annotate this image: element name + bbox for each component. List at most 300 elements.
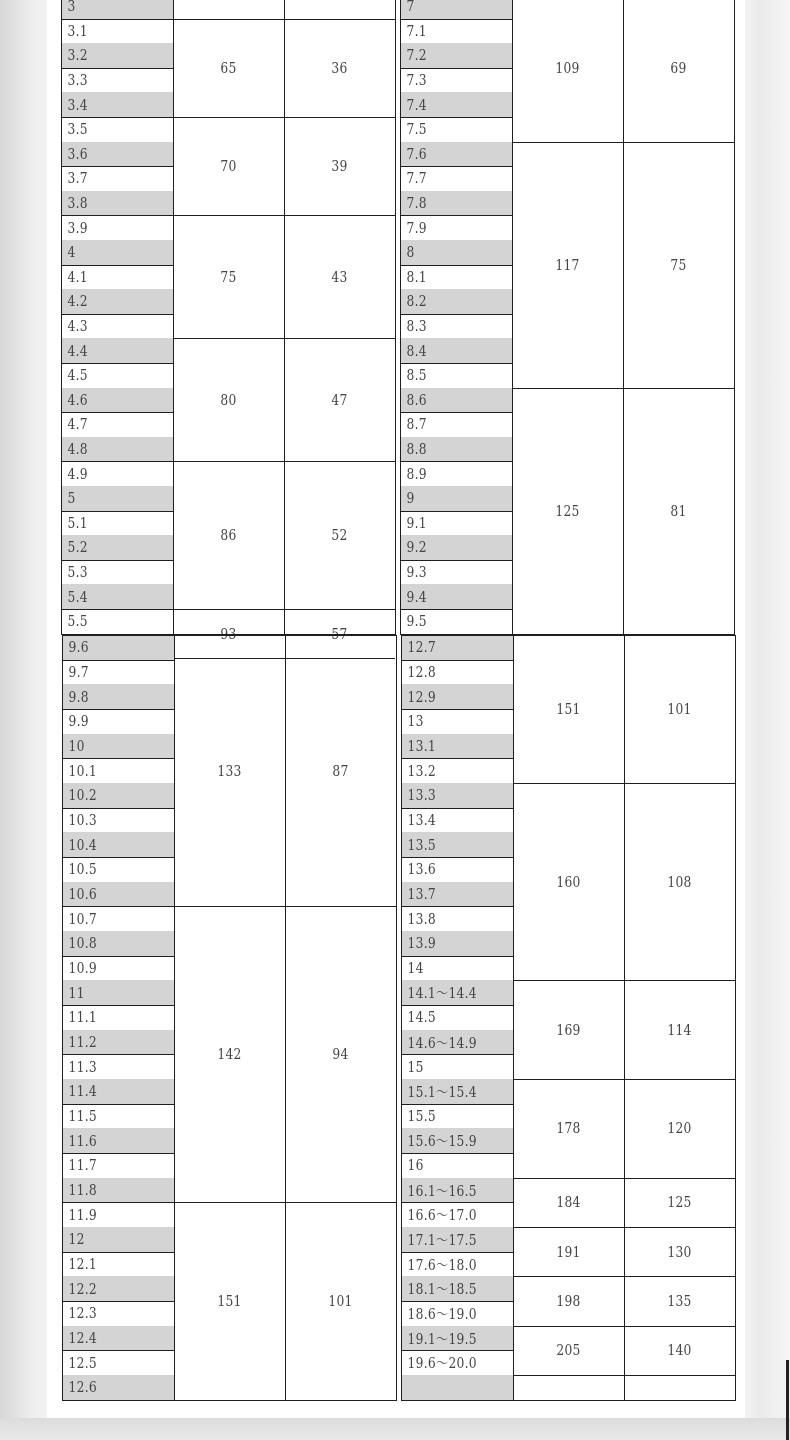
measure-a-value: 184 — [556, 1193, 581, 1212]
size-cell — [400, 338, 492, 363]
size-value: 4 — [67, 243, 76, 262]
measure-a-value: 65 — [220, 58, 237, 77]
size-value: 3 — [67, 0, 76, 16]
size-value: 10.6 — [68, 885, 97, 904]
measure-a-value: 191 — [556, 1242, 581, 1261]
measure-a-cell — [523, 980, 614, 1079]
measure-b-value: 114 — [667, 1020, 692, 1039]
size-cell — [62, 1054, 154, 1079]
size-value: 4.5 — [67, 366, 88, 385]
size-value: 13.5 — [407, 835, 436, 854]
size-cell — [62, 1202, 154, 1227]
size-cell — [401, 906, 493, 931]
size-cell — [400, 191, 492, 216]
size-value: 7.3 — [406, 71, 427, 90]
size-value: 9.8 — [68, 687, 89, 706]
size-cell — [62, 1350, 154, 1375]
measure-b-value: 43 — [331, 267, 348, 286]
size-cell — [401, 857, 493, 882]
size-cell — [400, 511, 492, 536]
size-value: 13.1 — [407, 737, 436, 755]
size-value: 13.8 — [407, 909, 436, 928]
measure-a-cell — [522, 0, 613, 142]
measure-b-cell — [294, 461, 385, 609]
size-value: 16 — [407, 1156, 424, 1175]
size-cell — [62, 1227, 154, 1252]
size-cell — [61, 388, 153, 413]
size-value: 4.7 — [67, 415, 88, 434]
size-cell — [400, 535, 492, 560]
size-value: 18.6～19.0 — [407, 1304, 477, 1323]
size-cell — [62, 1178, 154, 1203]
column-divider — [284, 0, 285, 634]
column-divider — [734, 0, 735, 634]
size-value: 9.5 — [406, 612, 427, 631]
size-value: 15 — [407, 1057, 424, 1076]
measure-b-value: 140 — [667, 1341, 692, 1360]
measure-a-cell — [183, 338, 274, 461]
size-cell — [400, 412, 492, 437]
size-value: 8 — [406, 243, 415, 262]
measure-b-value: 69 — [670, 58, 687, 77]
measure-a-cell — [523, 1276, 614, 1325]
size-value: 3.6 — [67, 144, 88, 163]
size-value: 8.5 — [406, 366, 427, 385]
size-cell — [62, 1005, 154, 1030]
size-cell — [62, 783, 154, 808]
size-cell — [61, 511, 153, 536]
measure-b-value: 101 — [328, 1292, 353, 1311]
size-value: 4.6 — [67, 390, 88, 409]
table-bottom-border — [62, 1400, 397, 1401]
size-value: 5.5 — [67, 612, 88, 631]
size-cell — [400, 68, 492, 93]
measure-a-cell — [183, 19, 274, 117]
measure-a-value: 125 — [555, 501, 580, 520]
measure-b-value: 36 — [331, 58, 348, 77]
size-cell — [401, 1128, 493, 1153]
measure-a-value: 86 — [220, 526, 237, 545]
size-value: 10.3 — [68, 811, 97, 830]
size-value: 10.5 — [68, 860, 97, 879]
size-value: 8.9 — [406, 464, 427, 483]
measure-a-value: 75 — [220, 267, 237, 286]
measure-a-cell — [523, 1227, 614, 1276]
size-cell — [62, 1128, 154, 1153]
size-cell — [401, 1054, 493, 1079]
measure-a-value: 70 — [220, 157, 237, 176]
size-cell — [62, 931, 154, 956]
size-cell — [61, 412, 153, 437]
size-cell — [401, 1350, 493, 1375]
measure-a-value: 151 — [556, 700, 581, 718]
size-cell — [62, 1104, 154, 1129]
size-value: 5.3 — [67, 563, 88, 582]
size-cell — [400, 289, 492, 314]
size-value: 11.8 — [68, 1181, 97, 1200]
measure-b-cell — [634, 1326, 725, 1375]
size-cell — [62, 1276, 154, 1301]
size-cell — [61, 486, 153, 511]
size-value: 8.7 — [406, 415, 427, 434]
size-cell — [62, 1326, 154, 1351]
size-cell — [61, 609, 153, 634]
measure-a-cell — [523, 783, 614, 980]
size-value: 9.1 — [406, 513, 427, 532]
size-value: 14.5 — [407, 1008, 436, 1027]
size-value: 12.8 — [407, 662, 436, 681]
size-cell — [61, 92, 153, 117]
measure-b-cell — [294, 19, 385, 117]
size-value: 3.3 — [67, 71, 88, 90]
size-cell — [400, 117, 492, 142]
size-value: 5.1 — [67, 513, 88, 532]
size-value: 7.7 — [406, 169, 427, 188]
size-cell — [61, 19, 153, 44]
size-value: 7.9 — [406, 218, 427, 237]
size-value: 11.9 — [68, 1205, 97, 1224]
size-cell — [401, 1153, 493, 1178]
size-value: 8.6 — [406, 390, 427, 409]
measure-a-value: 178 — [556, 1119, 581, 1138]
measure-a-cell — [183, 117, 274, 215]
size-cell — [62, 980, 154, 1005]
size-cell — [62, 808, 154, 833]
size-value: 3.9 — [67, 218, 88, 237]
size-value: 10.1 — [68, 761, 97, 780]
size-cell — [62, 1030, 154, 1055]
size-cell — [401, 1104, 493, 1129]
measure-b-value: 52 — [331, 526, 348, 545]
size-value: 13.9 — [407, 934, 436, 953]
size-value: 7.2 — [406, 46, 427, 65]
size-value: 8.3 — [406, 317, 427, 336]
size-cell — [400, 265, 492, 290]
measure-a-value: 198 — [556, 1292, 581, 1311]
table-top-border — [401, 635, 736, 636]
size-cell — [61, 191, 153, 216]
size-value: 15.1～15.4 — [407, 1082, 477, 1101]
size-cell — [401, 1375, 493, 1400]
table-bottom-border — [401, 1400, 736, 1401]
measure-a-cell — [184, 906, 275, 1202]
size-cell — [62, 1301, 154, 1326]
size-cell — [61, 43, 153, 68]
size-cell — [61, 535, 153, 560]
size-value: 19.1～19.5 — [407, 1329, 477, 1348]
size-value: 13.4 — [407, 811, 436, 830]
size-cell — [61, 363, 153, 388]
size-cell — [62, 857, 154, 882]
measure-b-value: 135 — [667, 1292, 692, 1311]
size-cell — [401, 1227, 493, 1252]
size-value: 9.6 — [68, 638, 89, 657]
measure-b-cell — [295, 1202, 386, 1399]
size-cell — [62, 882, 154, 907]
size-value: 5.2 — [67, 538, 88, 557]
size-cell — [61, 584, 153, 609]
size-value: 3.8 — [67, 194, 88, 213]
size-value: 19.6～20.0 — [407, 1354, 477, 1373]
measure-b-cell — [633, 142, 724, 388]
column-divider — [513, 635, 514, 1400]
size-value: 7.5 — [406, 120, 427, 139]
size-cell — [61, 338, 153, 363]
size-value: 11.6 — [68, 1131, 97, 1150]
size-cell — [61, 240, 153, 265]
size-value: 5.4 — [67, 587, 88, 606]
column-divider — [623, 0, 624, 634]
size-cell — [400, 166, 492, 191]
size-value: 9.2 — [406, 538, 427, 557]
size-value: 7.8 — [406, 194, 427, 213]
size-value: 15.5 — [407, 1107, 436, 1126]
size-value: 13.3 — [407, 786, 436, 805]
measure-b-cell — [634, 1178, 725, 1227]
measure-a-cell — [523, 635, 614, 783]
measure-b-cell — [634, 1079, 725, 1178]
measure-b-value: 120 — [667, 1119, 692, 1138]
size-value: 3.1 — [67, 21, 88, 40]
measure-b-cell — [294, 338, 385, 461]
size-value: 12.4 — [68, 1329, 97, 1348]
size-cell — [401, 1079, 493, 1104]
size-cell — [401, 758, 493, 783]
size-value: 9.4 — [406, 587, 427, 606]
measure-a-value: 169 — [556, 1020, 581, 1039]
measure-a-cell — [523, 1326, 614, 1375]
size-value: 9.3 — [406, 563, 427, 582]
size-cell — [400, 240, 492, 265]
size-cell — [62, 906, 154, 931]
measure-a-value: 142 — [217, 1045, 242, 1064]
size-cell — [401, 832, 493, 857]
size-cell — [400, 215, 492, 240]
measure-b-cell — [634, 783, 725, 980]
size-cell — [62, 660, 154, 685]
measure-a-cell — [523, 1178, 614, 1227]
column-divider — [400, 0, 401, 634]
measure-b-cell — [634, 1227, 725, 1276]
size-cell — [401, 808, 493, 833]
size-cell — [400, 142, 492, 167]
size-cell — [62, 1375, 154, 1400]
measure-a-value: 160 — [556, 872, 581, 891]
size-cell — [400, 0, 492, 19]
size-value: 7 — [406, 0, 415, 16]
size-cell — [400, 437, 492, 462]
size-value: 7.1 — [406, 21, 427, 40]
size-cell — [62, 758, 154, 783]
measure-b-value: 75 — [670, 255, 687, 274]
size-value: 10.9 — [68, 959, 97, 978]
size-cell — [62, 1079, 154, 1104]
size-cell — [61, 117, 153, 142]
size-value: 12.7 — [407, 638, 436, 657]
size-cell — [401, 1178, 493, 1203]
measure-a-value: 133 — [217, 761, 242, 780]
size-value: 11.2 — [68, 1033, 97, 1052]
size-value: 13.7 — [407, 885, 436, 904]
size-value: 18.1～18.5 — [407, 1280, 477, 1299]
size-cell — [61, 142, 153, 167]
size-value: 8.1 — [406, 267, 427, 286]
measure-a-cell — [522, 388, 613, 634]
size-cell — [62, 956, 154, 981]
measure-a-cell — [183, 215, 274, 338]
size-cell — [61, 215, 153, 240]
size-value: 11.3 — [68, 1057, 97, 1076]
measure-a-value: 205 — [556, 1341, 581, 1360]
column-divider — [624, 635, 625, 1400]
size-cell — [62, 709, 154, 734]
size-value: 12.9 — [407, 687, 436, 706]
size-value: 4.2 — [67, 292, 88, 311]
size-value: 9.9 — [68, 712, 89, 731]
size-value: 4.9 — [67, 464, 88, 483]
size-value: 12 — [68, 1230, 85, 1249]
column-divider — [285, 635, 286, 1400]
size-value: 15.6～15.9 — [407, 1132, 477, 1151]
size-cell — [61, 166, 153, 191]
size-value: 3.7 — [67, 169, 88, 188]
size-cell — [401, 882, 493, 907]
size-cell — [401, 956, 493, 981]
size-cell — [401, 734, 493, 759]
size-cell — [62, 1153, 154, 1178]
measure-b-cell — [633, 0, 724, 142]
size-value: 14.1～14.4 — [407, 984, 477, 1003]
size-value: 11.4 — [68, 1082, 97, 1101]
size-value: 3.5 — [67, 120, 88, 139]
measure-b-cell — [634, 635, 725, 783]
size-cell — [61, 437, 153, 462]
measure-b-cell — [633, 388, 724, 634]
size-value: 12.2 — [68, 1279, 97, 1298]
measure-b-cell — [634, 1276, 725, 1325]
size-cell — [401, 1202, 493, 1227]
column-divider — [735, 635, 736, 1400]
size-value: 12.3 — [68, 1304, 97, 1323]
size-value: 4.3 — [67, 317, 88, 336]
size-cell — [400, 43, 492, 68]
size-cell — [400, 314, 492, 339]
column-divider — [61, 0, 62, 634]
measure-b-value: 81 — [670, 501, 687, 520]
measure-b-cell — [294, 117, 385, 215]
size-cell — [401, 931, 493, 956]
size-value: 10.4 — [68, 835, 97, 854]
column-divider — [173, 0, 174, 634]
measure-b-cell — [295, 635, 386, 906]
size-value: 4.1 — [67, 267, 88, 286]
size-value: 3.4 — [67, 95, 88, 114]
size-cell — [400, 19, 492, 44]
size-cell — [400, 388, 492, 413]
size-cell — [401, 980, 493, 1005]
size-cell — [61, 461, 153, 486]
measure-b-value: 39 — [331, 157, 348, 176]
measure-b-value: 125 — [667, 1193, 692, 1212]
size-cell — [61, 68, 153, 93]
size-cell — [401, 660, 493, 685]
size-value: 16.1～16.5 — [407, 1181, 477, 1200]
size-value: 14 — [407, 959, 424, 978]
size-value: 7.6 — [406, 144, 427, 163]
size-value: 10.8 — [68, 934, 97, 953]
size-value: 17.1～17.5 — [407, 1230, 477, 1249]
size-cell — [400, 609, 492, 634]
size-cell — [62, 635, 154, 660]
measure-a-value: 109 — [555, 58, 580, 77]
column-divider — [62, 635, 63, 1400]
size-value: 12.6 — [68, 1378, 97, 1397]
size-value: 8.4 — [406, 341, 427, 360]
size-cell — [400, 486, 492, 511]
measure-b-value: 108 — [667, 872, 692, 891]
size-value: 4.4 — [67, 341, 88, 360]
table-top-border — [62, 635, 397, 636]
size-value: 11.1 — [68, 1008, 97, 1027]
size-cell — [61, 314, 153, 339]
size-cell — [62, 832, 154, 857]
column-divider — [401, 635, 402, 1400]
size-value: 17.6～18.0 — [407, 1255, 477, 1274]
size-value: 10.2 — [68, 786, 97, 805]
size-value: 16.6～17.0 — [407, 1206, 477, 1225]
size-value: 10 — [68, 737, 85, 755]
size-value: 13.6 — [407, 860, 436, 879]
size-cell — [400, 584, 492, 609]
size-value: 11.7 — [68, 1156, 97, 1175]
measure-a-cell — [523, 1375, 614, 1400]
size-value: 3.2 — [67, 46, 88, 65]
size-value: 8.2 — [406, 292, 427, 311]
size-value: 13.2 — [407, 761, 436, 780]
size-cell — [400, 92, 492, 117]
size-cell — [401, 1326, 493, 1351]
size-cell — [61, 560, 153, 585]
measure-b-value: 47 — [331, 390, 348, 409]
measure-a-value: 117 — [555, 255, 580, 274]
size-value: 12.1 — [68, 1255, 97, 1274]
size-cell — [401, 1005, 493, 1030]
size-value: 5 — [67, 489, 76, 508]
size-cell — [62, 684, 154, 709]
size-cell — [62, 734, 154, 759]
size-value: 9 — [406, 489, 415, 508]
measure-b-cell — [294, 0, 385, 19]
size-value: 9.7 — [68, 662, 89, 681]
size-cell — [62, 1252, 154, 1277]
measure-b-value: 87 — [332, 761, 349, 780]
size-value: 13 — [407, 712, 424, 731]
size-value: 11.5 — [68, 1107, 97, 1126]
size-cell — [400, 461, 492, 486]
size-cell — [61, 0, 153, 19]
column-divider — [512, 0, 513, 634]
size-value: 14.6～14.9 — [407, 1033, 477, 1052]
size-cell — [401, 684, 493, 709]
size-cell — [401, 1030, 493, 1055]
size-value: 12.5 — [68, 1353, 97, 1372]
size-cell — [400, 560, 492, 585]
size-cell — [400, 363, 492, 388]
measure-a-value: 151 — [217, 1292, 242, 1311]
measure-a-cell — [183, 0, 274, 19]
size-value: 11 — [68, 983, 85, 1002]
measure-b-cell — [295, 906, 386, 1202]
